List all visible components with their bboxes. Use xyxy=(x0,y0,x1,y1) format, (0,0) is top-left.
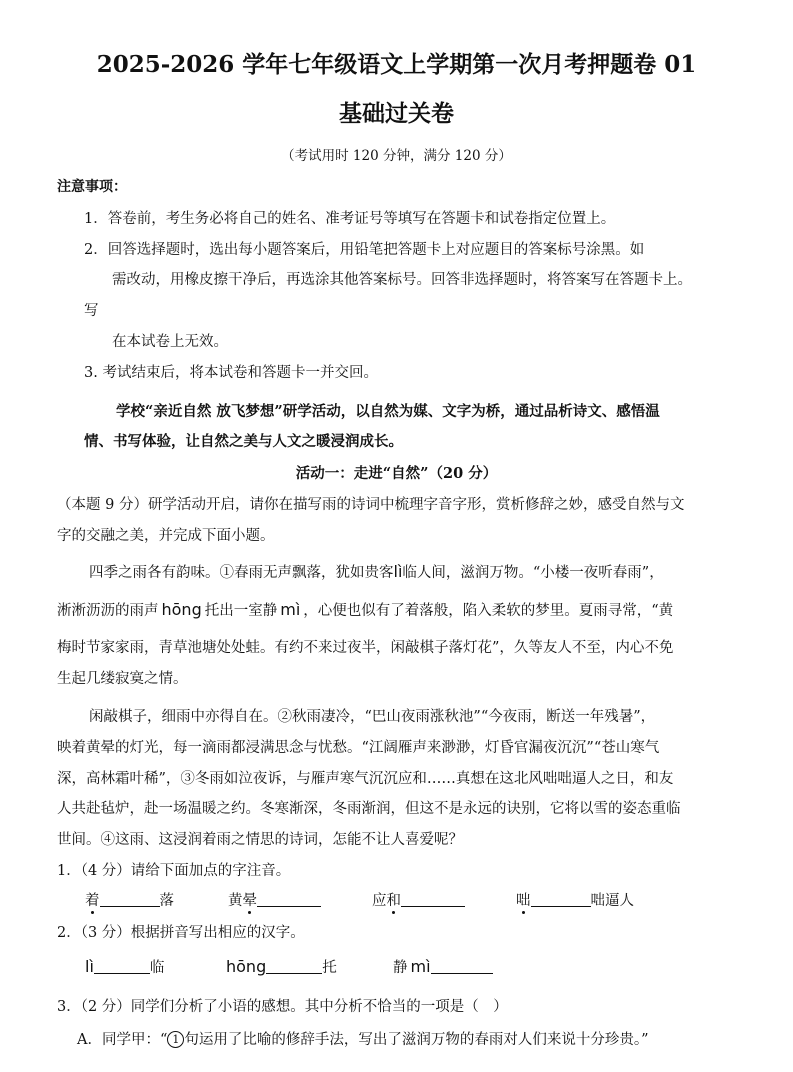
passage-line: 世间。④这雨、这浸润着雨之情思的诗词，怎能不让人喜爱呢？ xyxy=(57,832,463,848)
notice-heading: 注意事项： xyxy=(57,179,127,195)
exam-time-score: （考试用时 120 分钟，满分 120 分） xyxy=(281,148,512,164)
notice-item-2-end: 在本试卷上无效。 xyxy=(112,334,228,350)
notice-item-1: 1．答卷前，考生务必将自己的姓名、准考证号等填写在答题卡和试卷指定位置上。 xyxy=(84,211,616,227)
option-a[interactable]: A．同学甲：“ 1 句运用了比喻的修辞手法，写出了滋润万物的春雨对人们来说十分珍贵。” xyxy=(77,1032,649,1048)
exam-title: 2025-2026 学年七年级语文上学期第一次月考押题卷 01 xyxy=(96,51,697,78)
answer-blank[interactable] xyxy=(531,890,591,907)
pinyin-li: lì xyxy=(393,562,403,581)
hanzi-item: lì 临 xyxy=(85,957,165,976)
notice-item-3: 3. 考试结束后，将本试卷和答题卡一并交回。 xyxy=(84,365,378,381)
notice-item-2-cont: 需改动，用橡皮擦干净后，再选涂其他答案标号。回答非选择题时，将答案写在答题卡上。 xyxy=(112,272,692,288)
pinyin-item: 咄 咄逼人 xyxy=(516,889,634,910)
question-stem: 1．（4 分）请给下面加点的字注音。 xyxy=(57,863,291,879)
pinyin-item: 黄晕 xyxy=(228,889,321,910)
answer-blank[interactable] xyxy=(257,890,321,907)
activity-desc-1: （本题 9 分）研学活动开启，请你在描写雨的诗词中梳理字音字形，赏析修辞之妙，感受自然与文 xyxy=(57,497,685,513)
passage-line: 生起几缕寂寞之情。 xyxy=(57,671,188,687)
notice-item-2: 2．回答选择题时，选出每小题答案后，用铅笔把答题卡上对应题目的答案标号涂黑。如 xyxy=(84,242,645,258)
circled-number: 1 xyxy=(167,1031,184,1048)
answer-blank[interactable] xyxy=(94,957,150,974)
answer-blank[interactable] xyxy=(401,890,465,907)
pinyin-hong: hōng xyxy=(161,600,202,619)
notice-item-2-wrap: 写 xyxy=(84,303,99,319)
exam-subtitle-title: 基础过关卷 xyxy=(339,100,454,127)
passage-line: 闲敲棋子，细雨中亦得自在。②秋雨凄冷，“巴山夜雨涨秋池”“今夜雨，断送一年残暑”， xyxy=(89,709,656,725)
passage-line: 深，高林霜叶稀”，③冬雨如泣夜诉，与雁声寒气沉沉应和……真想在这北风咄咄逼人之日，和友 xyxy=(57,771,674,787)
hanzi-item: 静 mì xyxy=(393,956,493,977)
passage-line: 四季之雨各有韵味。①春雨无声飘落，犹如贵客lì临人间，滋润万物。“小楼一夜听春雨”， xyxy=(89,562,664,581)
pinyin-item: 应和 xyxy=(372,889,465,910)
passage-line: 梅时节家家雨，青草池塘处处蛙。有约不来过夜半，闲敲棋子落灯花”，久等友人不至，内心不免 xyxy=(57,640,674,656)
passage-line: 人共赴毡炉，赴一场温暖之约。冬寒渐深，冬雨渐润，但这不是永远的诀别，它将以雪的姿态重临 xyxy=(57,801,681,817)
hanzi-item: hōng 托 xyxy=(226,957,337,976)
passage-line: 映着黄晕的灯光，每一滴雨都浸满思念与忧愁。“江阔雁声来渺渺，灯昏官漏夜沉沉”“苍山寒气 xyxy=(57,740,660,756)
activity-heading: 活动一：走进“自然”（20 分） xyxy=(295,465,498,482)
answer-blank[interactable] xyxy=(266,957,322,974)
activity-desc-2: 字的交融之美，并完成下面小题。 xyxy=(57,528,275,544)
marker-1: ① xyxy=(219,565,234,581)
intro-line-1: 学校“亲近自然 放飞梦想”研学活动，以自然为媒、文字为桥，通过品析诗文、感悟温 xyxy=(116,403,660,420)
question-stem: 3．（2 分）同学们分析了小语的感想。其中分析不恰当的一项是（ ） xyxy=(57,999,508,1015)
answer-blank[interactable] xyxy=(431,957,493,974)
answer-blank[interactable] xyxy=(100,890,160,907)
passage-line: 淅淅沥沥的雨声 hōng 托出一室静 mì ，心便也似有了着落般，陷入柔软的梦里。夏雨寻常，“黄 xyxy=(57,600,674,619)
pinyin-mi: mì xyxy=(280,600,301,619)
question-stem: 2．（3 分）根据拼音写出相应的汉字。 xyxy=(57,925,305,941)
pinyin-item: 着 落 xyxy=(85,889,174,910)
intro-line-2: 情、书写体验，让自然之美与人文之暖浸润成长。 xyxy=(84,433,403,450)
